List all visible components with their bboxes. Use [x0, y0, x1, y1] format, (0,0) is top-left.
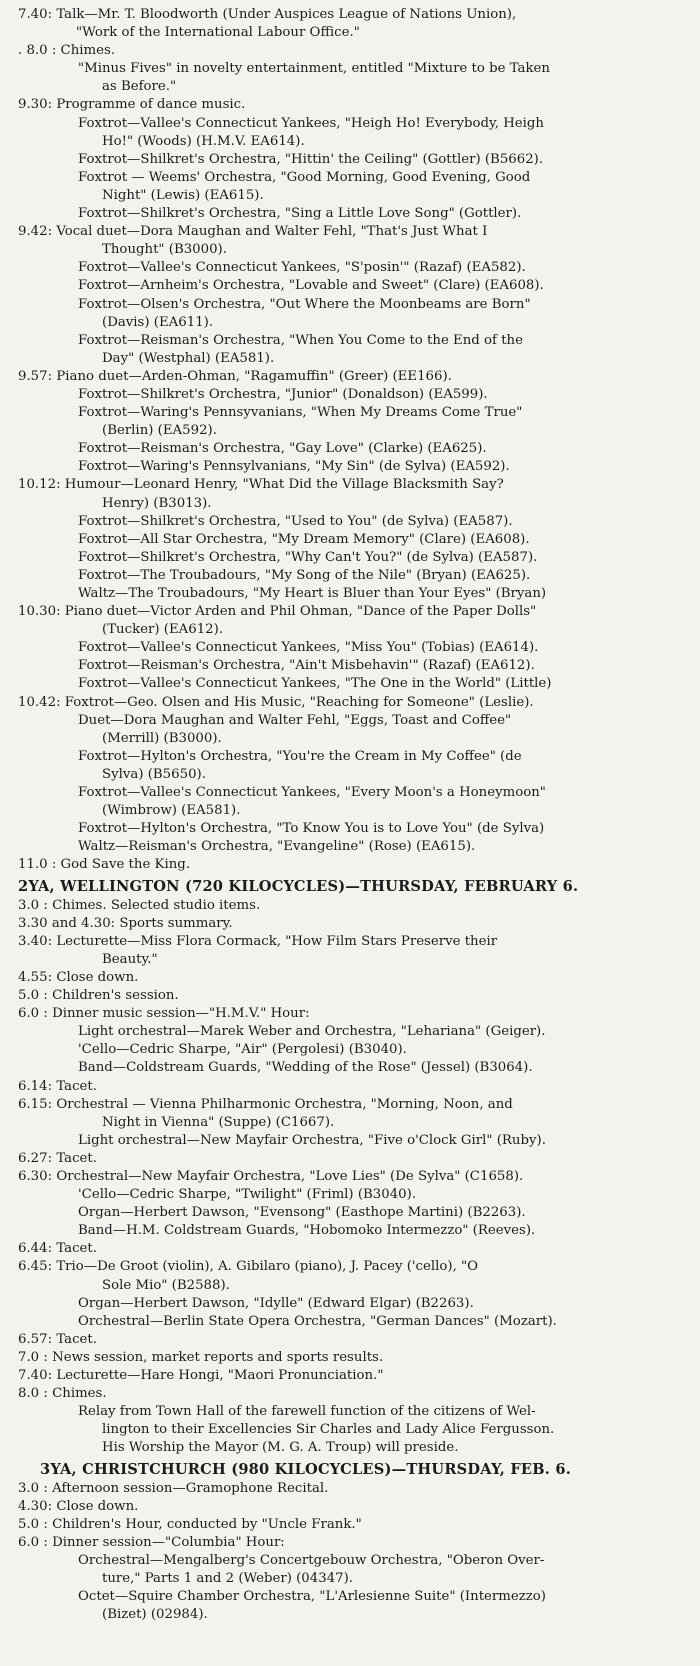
programme-time-entry: 10.42: Foxtrot—Geo. Olsen and His Music, "Reaching for Someone" (Leslie).	[18, 694, 534, 710]
programme-continuation: Sole Mio" (B2588).	[102, 1277, 230, 1293]
programme-item: Foxtrot—Vallee's Connecticut Yankees, "The One in the World" (Little)	[78, 676, 552, 692]
programme-time-entry: 6.0 : Dinner session—"Columbia" Hour:	[18, 1534, 285, 1550]
programme-item: Orchestral—Berlin State Opera Orchestra, "German Dances" (Mozart).	[78, 1313, 557, 1329]
programme-continuation: (Wimbrow) (EA581).	[102, 803, 241, 819]
programme-continuation: Night" (Lewis) (EA615).	[102, 187, 264, 203]
programme-time-entry: 7.0 : News session, market reports and sports results.	[18, 1349, 384, 1365]
programme-time-entry: 8.0 : Chimes.	[18, 1386, 107, 1402]
programme-time-entry: 7.40: Talk—Mr. T. Bloodworth (Under Auspices League of Nations Union),	[18, 7, 517, 22]
programme-continuation: lington to their Excellencies Sir Charles and Lady Alice Fergusson.	[102, 1422, 555, 1438]
programme-time-entry: 6.44: Tacet.	[18, 1241, 97, 1257]
programme-item: Octet—Squire Chamber Orchestra, "L'Arlesienne Suite" (Intermezzo)	[78, 1589, 546, 1605]
programme-continuation: (Bizet) (02984).	[102, 1607, 208, 1623]
programme-time-entry: 4.30: Close down.	[18, 1498, 139, 1514]
programme-time-entry: 6.27: Tacet.	[18, 1150, 97, 1166]
programme-time-entry: 9.57: Piano duet—Arden-Ohman, "Ragamuffin" (Greer) (EE166).	[18, 368, 452, 384]
programme-item: Orchestral—Mengalberg's Concertgebouw Orchestra, "Oberon Over-	[78, 1552, 545, 1568]
programme-time-entry: 3.40: Lecturette—Miss Flora Cormack, "How Film Stars Preserve their	[18, 933, 498, 949]
programme-item: Foxtrot—Shilkret's Orchestra, "Sing a Little Love Song" (Gottler).	[78, 206, 522, 222]
programme-item: Waltz—The Troubadours, "My Heart is Bluer than Your Eyes" (Bryan)	[78, 586, 547, 601]
programme-time-entry: 10.30: Piano duet—Victor Arden and Phil Ohman, "Dance of the Paper Dolls"	[18, 604, 537, 620]
programme-continuation: Beauty."	[102, 951, 158, 967]
programme-time-entry: 3.0 : Afternoon session—Gramophone Recital.	[18, 1480, 329, 1496]
programme-item: Foxtrot—Vallee's Connecticut Yankees, "S'posin'" (Razaf) (EA582).	[78, 260, 526, 276]
programme-time-entry: 5.0 : Children's session.	[18, 988, 179, 1004]
programme-item: Organ—Herbert Dawson, "Idylle" (Edward Elgar) (B2263).	[78, 1295, 474, 1311]
programme-item: Foxtrot—Vallee's Connecticut Yankees, "Miss You" (Tobias) (EA614).	[78, 640, 539, 656]
programme-item: Band—Coldstream Guards, "Wedding of the Rose" (Jessel) (B3064).	[78, 1060, 533, 1076]
programme-time-entry: 6.15: Orchestral — Vienna Philharmonic Orchestra, "Morning, Noon, and	[18, 1096, 513, 1112]
programme-time-entry: 11.0 : God Save the King.	[18, 857, 191, 873]
programme-time-entry: 4.55: Close down.	[18, 969, 139, 985]
programme-continuation: (Merrill) (B3000).	[102, 730, 222, 746]
programme-item: Foxtrot—The Troubadours, "My Song of the Nile" (Bryan) (EA625).	[78, 567, 531, 583]
programme-item: Foxtrot—Shilkret's Orchestra, "Why Can't You?" (de Sylva) (EA587).	[78, 549, 538, 565]
programme-continuation: Day" (Westphal) (EA581).	[102, 350, 275, 366]
programme-continuation: Night in Vienna" (Suppe) (C1667).	[102, 1114, 335, 1130]
programme-time-entry: 6.14: Tacet.	[18, 1078, 97, 1094]
programme-item: Relay from Town Hall of the farewell function of the citizens of Wel-	[78, 1404, 536, 1420]
programme-time-entry: 6.30: Orchestral—New Mayfair Orchestra, "Love Lies" (De Sylva" (C1658).	[18, 1169, 524, 1184]
programme-continuation: His Worship the Mayor (M. G. A. Troup) will preside.	[102, 1440, 459, 1456]
programme-item: Foxtrot—Reisman's Orchestra, "Gay Love" (Clarke) (EA625).	[78, 441, 487, 457]
programme-item: Foxtrot—Waring's Pennsylvanians, "My Sin" (de Sylva) (EA592).	[78, 459, 510, 475]
programme-continuation: Ho!" (Woods) (H.M.V. EA614).	[102, 133, 305, 149]
programme-item: Foxtrot—Shilkret's Orchestra, "Junior" (Donaldson) (EA599).	[78, 386, 488, 402]
programme-continuation: (Tucker) (EA612).	[102, 622, 224, 638]
programme-time-entry: 9.30: Programme of dance music.	[18, 97, 246, 113]
programme-item: Light orchestral—New Mayfair Orchestra, "Five o'Clock Girl" (Ruby).	[78, 1132, 546, 1148]
programme-item: Foxtrot—Olsen's Orchestra, "Out Where the Moonbeams are Born"	[78, 296, 531, 312]
programme-item: Foxtrot—Reisman's Orchestra, "When You Come to the End of the	[78, 332, 523, 348]
programme-item: Band—H.M. Coldstream Guards, "Hobomoko Intermezzo" (Reeves).	[78, 1223, 536, 1239]
programme-item: Foxtrot—Shilkret's Orchestra, "Used to You" (de Sylva) (EA587).	[78, 513, 513, 529]
programme-time-entry: 9.42: Vocal duet—Dora Maughan and Walter Fehl, "That's Just What I	[18, 224, 488, 240]
programme-time-entry: 6.57: Tacet.	[18, 1331, 97, 1347]
programme-continuation: Sylva) (B5650).	[102, 766, 206, 782]
programme-continuation: (Davis) (EA611).	[102, 314, 214, 330]
programme-continuation: Thought" (B3000).	[102, 242, 227, 258]
programme-item: Foxtrot—Reisman's Orchestra, "Ain't Misbehavin'" (Razaf) (EA612).	[78, 658, 535, 674]
programme-item: Foxtrot—Arnheim's Orchestra, "Lovable and Sweet" (Clare) (EA608).	[78, 278, 544, 294]
programme-item: Foxtrot—Shilkret's Orchestra, "Hittin' the Ceiling" (Gottler) (B5662).	[78, 151, 544, 167]
programme-item: Foxtrot—Hylton's Orchestra, "You're the Cream in My Coffee" (de	[78, 748, 522, 764]
programme-item: Foxtrot—Vallee's Connecticut Yankees, "Every Moon's a Honeymoon"	[78, 785, 546, 801]
programme-item: Waltz—Reisman's Orchestra, "Evangeline" (Rose) (EA615).	[78, 839, 476, 855]
programme-item: Foxtrot — Weems' Orchestra, "Good Morning, Good Evening, Good	[78, 169, 531, 185]
programme-item: "Minus Fives" in novelty entertainment, entitled "Mixture to be Taken	[78, 61, 550, 77]
programme-item: Foxtrot—All Star Orchestra, "My Dream Memory" (Clare) (EA608).	[78, 531, 530, 547]
programme-time-entry: . 8.0 : Chimes.	[18, 43, 116, 59]
programme-item: 'Cello—Cedric Sharpe, "Twilight" (Friml) (B3040).	[78, 1187, 417, 1203]
programme-time-entry: 7.40: Lecturette—Hare Hongi, "Maori Pronunciation."	[18, 1368, 384, 1384]
programme-time-entry: 3.30 and 4.30: Sports summary.	[18, 915, 233, 931]
programme-continuation: ture," Parts 1 and 2 (Weber) (04347).	[102, 1571, 354, 1587]
programme-continuation: "Work of the International Labour Office."	[76, 25, 360, 41]
programme-continuation: Henry) (B3013).	[102, 495, 212, 511]
programme-item: Foxtrot—Vallee's Connecticut Yankees, "Heigh Ho! Everybody, Heigh	[78, 115, 545, 131]
programme-time-entry: 6.45: Trio—De Groot (violin), A. Gibilaro (piano), J. Pacey ('cello), "O	[18, 1259, 479, 1275]
programme-time-entry: 10.12: Humour—Leonard Henry, "What Did the Village Blacksmith Say?	[18, 477, 504, 493]
programme-item: Foxtrot—Hylton's Orchestra, "To Know You is to Love You" (de Sylva)	[78, 821, 545, 837]
programme-item: Organ—Herbert Dawson, "Evensong" (Easthope Martini) (B2263).	[78, 1205, 526, 1221]
programme-time-entry: 3.0 : Chimes. Selected studio items.	[18, 897, 261, 913]
programme-time-entry: 5.0 : Children's Hour, conducted by "Uncle Frank."	[18, 1516, 362, 1532]
station-heading: 2YA, WELLINGTON (720 KILOCYCLES)—THURSDAY, FEBRUARY 6.	[18, 877, 579, 895]
programme-continuation: as Before."	[102, 79, 177, 95]
programme-item: Light orchestral—Marek Weber and Orchestra, "Lehariana" (Geiger).	[78, 1024, 546, 1040]
programme-item: 'Cello—Cedric Sharpe, "Air" (Pergolesi) (B3040).	[78, 1042, 407, 1058]
programme-time-entry: 6.0 : Dinner music session—"H.M.V." Hour:	[18, 1006, 310, 1022]
programme-continuation: (Berlin) (EA592).	[102, 423, 217, 439]
station-heading: 3YA, CHRISTCHURCH (980 KILOCYCLES)—THURSDAY, FEB. 6.	[40, 1460, 571, 1478]
programme-item: Duet—Dora Maughan and Walter Fehl, "Eggs, Toast and Coffee"	[78, 712, 512, 728]
programme-item: Foxtrot—Waring's Pennsyvanians, "When My Dreams Come True"	[78, 405, 523, 421]
